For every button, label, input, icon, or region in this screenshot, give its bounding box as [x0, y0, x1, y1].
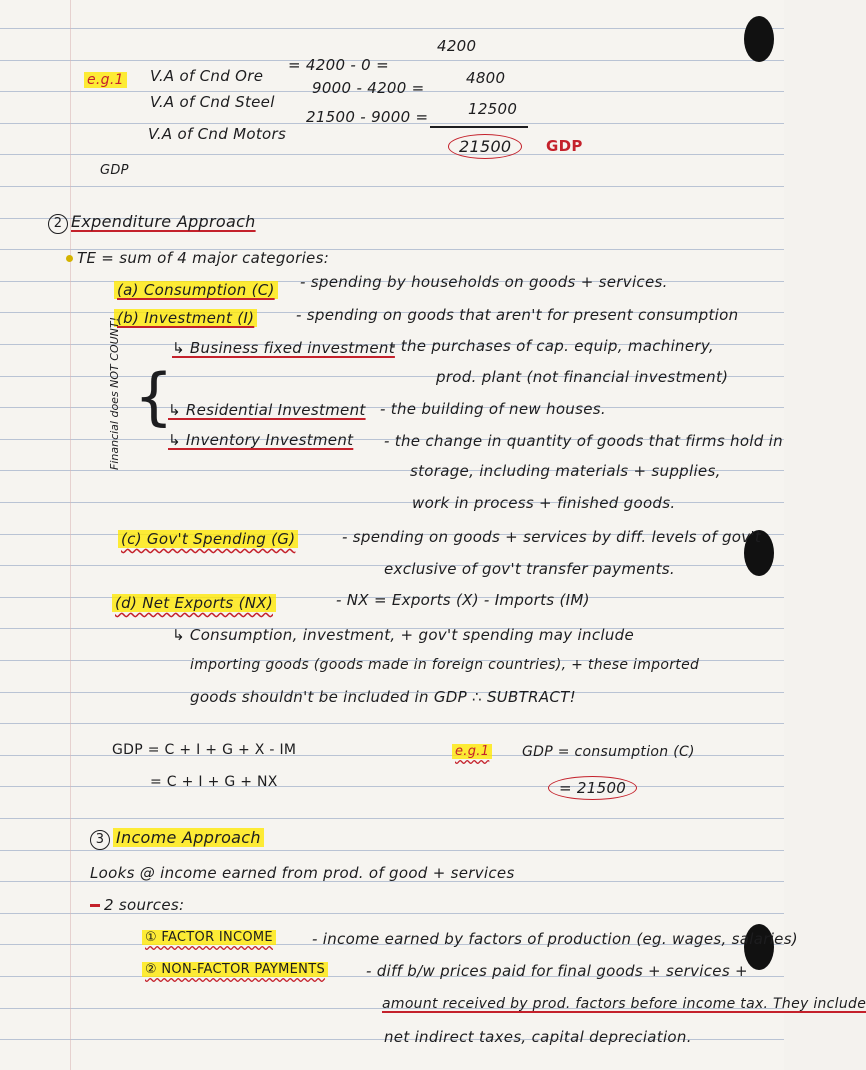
steel-value: 4800: [466, 69, 506, 87]
business-investment-desc: - the purchases of cap. equip, machinery,: [390, 337, 714, 355]
inventory-investment-desc3: work in process + finished goods.: [412, 494, 676, 512]
expenditure-title: Expenditure Approach: [71, 212, 256, 231]
govt-spending-desc: - spending on goods + services by diff. levels of gov't: [342, 528, 762, 546]
govt-spending-label: (c) Gov't Spending (G): [118, 530, 298, 548]
gdp-total: 21500: [448, 134, 522, 159]
rule-line: [0, 28, 784, 29]
rule-line: [0, 186, 784, 187]
rule-line: [0, 154, 784, 155]
motors-value: 12500: [468, 100, 518, 118]
net-exports-label: (d) Net Exports (NX): [112, 594, 276, 612]
rule-line: [0, 723, 784, 724]
margin-line: [70, 0, 71, 1070]
motors-label: V.A of Cnd Motors: [148, 125, 287, 143]
motors-calc: 21500 - 9000 =: [306, 108, 429, 126]
ore-value: 4200: [437, 37, 477, 55]
residential-investment-label: ↳ Residential Investment: [168, 401, 366, 419]
income-line2-text: 2 sources:: [104, 896, 185, 914]
steel-calc: 9000 - 4200 =: [312, 79, 425, 97]
rule-line: [0, 818, 784, 819]
eg2-value: = 21500: [548, 776, 637, 800]
rule-line: [0, 786, 784, 787]
eg2-text: GDP = consumption (C): [522, 744, 695, 760]
rule-line: [0, 850, 784, 851]
eg2-label: e.g.1: [452, 744, 492, 759]
net-exports-desc: - NX = Exports (X) - Imports (IM): [336, 591, 590, 609]
income-line1: Looks @ income earned from prod. of good + services: [90, 864, 515, 882]
gdp-left-label: GDP: [100, 163, 129, 178]
non-factor-desc: - diff b/w prices paid for final goods + services +: [366, 962, 748, 980]
income-title: Income Approach: [113, 828, 264, 847]
net-exports-note3: goods shouldn't be included in GDP ∴ SUBTRACT!: [190, 688, 576, 706]
business-investment-desc2: prod. plant (not financial investment): [436, 368, 729, 386]
eg-label: e.g.1: [84, 72, 127, 88]
non-factor-desc3: net indirect taxes, capital depreciation.: [384, 1028, 692, 1046]
factor-income-label: ① FACTOR INCOME: [142, 930, 276, 945]
ore-label: V.A of Cnd Ore: [150, 67, 264, 85]
section-number: 2: [48, 214, 68, 234]
inventory-investment-desc: - the change in quantity of goods that firms hold in: [384, 432, 783, 450]
te-line: [66, 249, 329, 267]
bullet-icon: [66, 255, 73, 262]
income-heading: [90, 828, 264, 850]
factor-income-desc: - income earned by factors of production (eg. wages, salaries): [312, 930, 798, 948]
expenditure-heading: [48, 212, 256, 234]
net-exports-note2: importing goods (goods made in foreign countries), + these imported: [190, 657, 700, 673]
consumption-label: (a) Consumption (C): [114, 281, 278, 299]
sum-line: [430, 126, 528, 128]
business-investment-label: ↳ Business fixed investment: [172, 339, 395, 357]
te-line-text: TE = sum of 4 major categories:: [77, 249, 330, 267]
net-exports-note1: ↳ Consumption, investment, + gov't spending may include: [172, 626, 634, 644]
gdp-red-label: GDP: [546, 137, 583, 155]
consumption-desc: - spending by households on goods + services.: [300, 273, 668, 291]
ore-calc: = 4200 - 0 =: [288, 56, 389, 74]
residential-investment-desc: - the building of new houses.: [380, 400, 606, 418]
income-line2: [90, 896, 184, 914]
brace-icon: {: [134, 360, 174, 433]
inventory-investment-desc2: storage, including materials + supplies,: [410, 462, 721, 480]
steel-label: V.A of Cnd Steel: [150, 93, 275, 111]
binder-hole: [744, 16, 774, 62]
non-factor-label: ② NON-FACTOR PAYMENTS: [142, 962, 328, 977]
financial-note: Financial does NOT COUNT!: [108, 316, 121, 470]
gdp-formula-1: GDP = C + I + G + X - IM: [112, 742, 297, 758]
rule-line: [0, 60, 784, 61]
investment-desc: - spending on goods that aren't for present consumption: [296, 306, 739, 324]
investment-label: (b) Investment (I): [114, 309, 257, 327]
gdp-formula-2: = C + I + G + NX: [150, 774, 278, 790]
inventory-investment-label: ↳ Inventory Investment: [168, 431, 354, 449]
non-factor-desc2: amount received by prod. factors before income tax. They include: [382, 996, 866, 1012]
section-number: 3: [90, 830, 110, 850]
dash-icon: [90, 904, 100, 907]
govt-spending-desc2: exclusive of gov't transfer payments.: [384, 560, 675, 578]
